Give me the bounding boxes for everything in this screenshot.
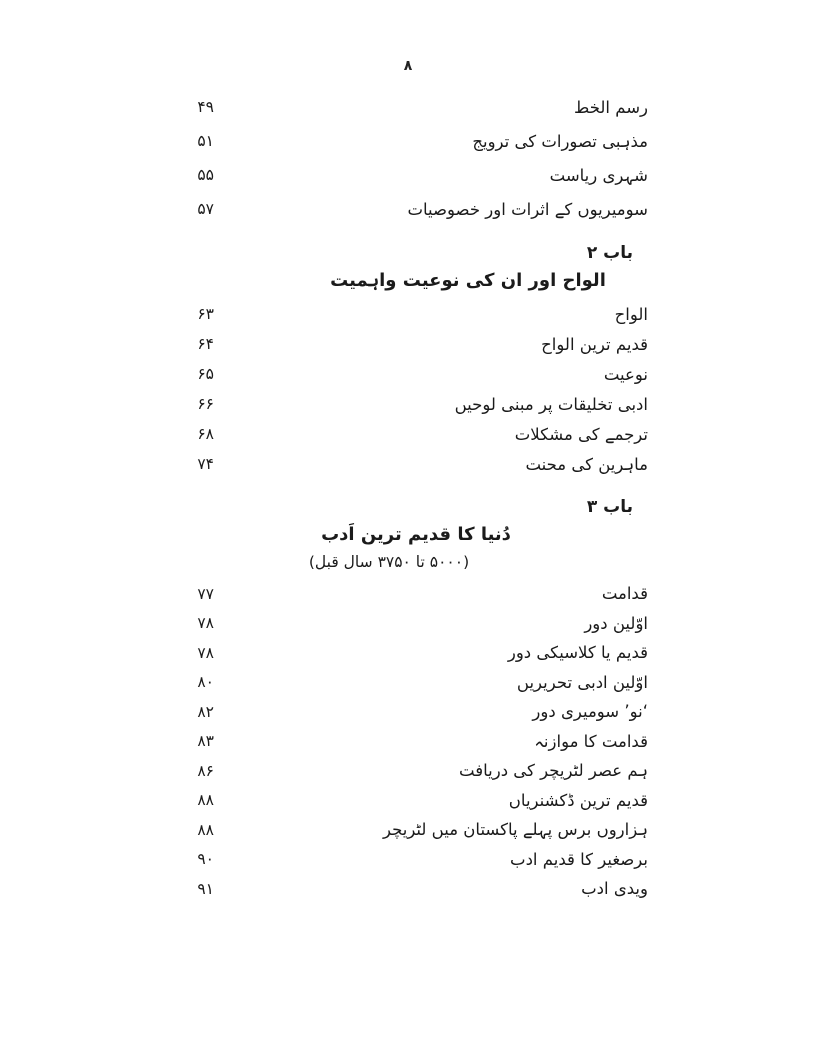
entry-title: نوعیت	[603, 364, 648, 384]
entry-title: رسم الخط	[574, 97, 648, 117]
toc-entry	[168, 419, 648, 449]
toc-entry	[168, 158, 648, 192]
entry-page-number: ۷۷	[197, 584, 214, 603]
entry-title: ادبی تخلیقات پر مبنی لوحیں	[454, 394, 648, 414]
toc-entry	[168, 329, 648, 359]
toc-section-2	[168, 299, 648, 479]
chapter-3-title: دُنیا کا قدیم ترین اَدب	[321, 524, 511, 545]
entry-title: ‘نو’ سومیری دور	[532, 702, 648, 722]
toc-entry	[168, 579, 648, 609]
toc-section-3	[168, 579, 648, 904]
toc-entry	[168, 874, 648, 904]
toc-entry	[168, 638, 648, 668]
entry-page-number: ۸۸	[197, 791, 214, 810]
toc-entry	[168, 845, 648, 875]
entry-title: قدیم ترین ڈکشنریاں	[508, 790, 648, 810]
entry-page-number: ۶۵	[197, 365, 214, 383]
entry-page-number: ۸۶	[197, 761, 214, 780]
entry-title: قدیم یا کلاسیکی دور	[507, 643, 648, 663]
entry-title: شہری ریاست	[549, 165, 648, 185]
chapter-2-title: الواح اور ان کی نوعیت واہمیت	[330, 270, 606, 291]
toc-entry	[168, 697, 648, 727]
entry-title: الواح	[614, 304, 648, 324]
entry-title: اوّلین دور	[584, 613, 648, 633]
entry-title: برصغیر کا قدیم ادب	[510, 849, 648, 869]
toc-entry	[168, 359, 648, 389]
toc-entry	[168, 90, 648, 124]
toc-entry	[168, 668, 648, 698]
toc-entry	[168, 192, 648, 226]
toc-entry	[168, 609, 648, 639]
chapter-3-subtitle: (۵۰۰۰ تا ۳۷۵۰ سال قبل)	[308, 553, 470, 571]
entry-title: اوّلین ادبی تحریریں	[516, 672, 648, 692]
entry-page-number: ۸۸	[197, 820, 214, 839]
entry-page-number: ۸۳	[197, 732, 214, 751]
toc-entry	[168, 756, 648, 786]
entry-page-number: ۷۸	[197, 643, 214, 662]
toc-entry	[168, 124, 648, 158]
entry-title: ہم عصر لٹریچر کی دریافت	[459, 761, 648, 781]
entry-title: ویدی ادب	[581, 879, 648, 899]
toc-entry	[168, 727, 648, 757]
entry-page-number: ۵۵	[197, 166, 214, 184]
entry-page-number: ۹۰	[197, 850, 214, 869]
toc-entry	[168, 449, 648, 479]
toc-section-1	[168, 90, 648, 226]
entry-title: قدیم ترین الواح	[541, 334, 648, 354]
entry-title: ترجمے کی مشکلات	[514, 424, 648, 444]
entry-page-number: ۶۴	[197, 335, 214, 353]
entry-page-number: ۷۸	[197, 614, 214, 633]
entry-title: مذہبی تصورات کی ترویج	[472, 131, 648, 151]
entry-page-number: ۶۶	[197, 395, 214, 413]
entry-title: ماہرین کی محنت	[525, 454, 648, 474]
entry-page-number: ۵۷	[197, 200, 214, 218]
entry-page-number: ۸۰	[197, 673, 214, 692]
entry-page-number: ۸۲	[197, 702, 214, 721]
toc-entry	[168, 389, 648, 419]
entry-page-number: ۴۹	[197, 98, 214, 116]
chapter-2-label: باب ۲	[586, 243, 633, 263]
table-of-contents	[168, 90, 648, 904]
toc-entry	[168, 299, 648, 329]
entry-title: ہزاروں برس پہلے پاکستان میں لٹریچر	[382, 820, 648, 840]
toc-entry	[168, 815, 648, 845]
entry-title: سومیریوں کے اثرات اور خصوصیات	[407, 199, 648, 219]
entry-page-number: ۵۱	[197, 132, 214, 150]
entry-page-number: ۶۸	[197, 425, 214, 443]
entry-page-number: ۶۳	[197, 305, 214, 323]
entry-title: قدامت	[601, 584, 648, 604]
toc-entry	[168, 786, 648, 816]
chapter-3-label: باب ۳	[586, 497, 633, 517]
entry-page-number: ۷۴	[197, 455, 214, 473]
page-number: ۸	[403, 58, 413, 74]
entry-page-number: ۹۱	[197, 879, 214, 898]
entry-title: قدامت کا موازنہ	[534, 731, 648, 751]
